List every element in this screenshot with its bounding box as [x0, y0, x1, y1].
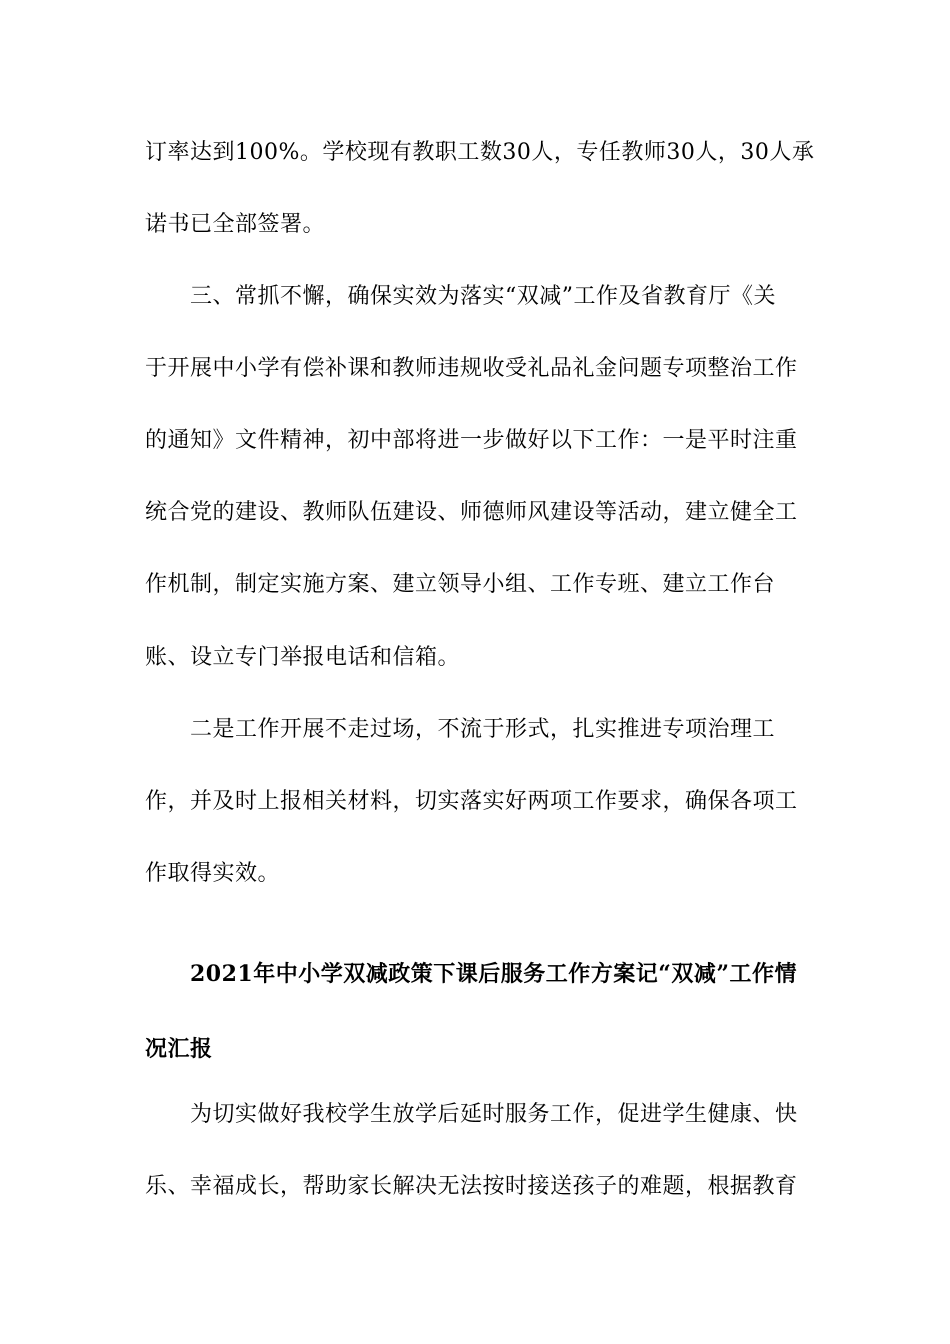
body-line: 作机制，制定实施方案、建立领导小组、工作专班、建立工作台: [145, 572, 776, 597]
body-line: 诺书已全部签署。: [145, 212, 326, 237]
section-title-line: 况汇报: [145, 1036, 213, 1062]
section-title-line: 2021年中小学双减政策下课后服务工作方案记“双减”工作情: [190, 961, 798, 987]
body-line: 作，并及时上报相关材料，切实落实好两项工作要求，确保各项工: [145, 789, 798, 814]
body-line: 统合党的建设、教师队伍建设、师德师风建设等活动，建立健全工: [145, 500, 798, 525]
body-line: 三、常抓不懈，确保实效为落实“双减”工作及省教育厅《关: [190, 284, 776, 309]
body-line: 于开展中小学有偿补课和教师违规收受礼品礼金问题专项整治工作: [145, 356, 798, 381]
body-line: 二是工作开展不走过场，不流于形式，扎实推进专项治理工: [190, 717, 776, 742]
body-line: 订率达到100%。学校现有教职工数30人，专任教师30人，30人承: [145, 140, 815, 165]
body-line: 乐、幸福成长，帮助家长解决无法按时接送孩子的难题，根据教育: [145, 1174, 798, 1199]
body-line: 的通知》文件精神，初中部将进一步做好以下工作：一是平时注重: [145, 428, 798, 453]
body-line: 账、设立专门举报电话和信箱。: [145, 645, 461, 670]
body-line: 作取得实效。: [145, 861, 281, 886]
body-line: 为切实做好我校学生放学后延时服务工作，促进学生健康、快: [190, 1102, 798, 1127]
